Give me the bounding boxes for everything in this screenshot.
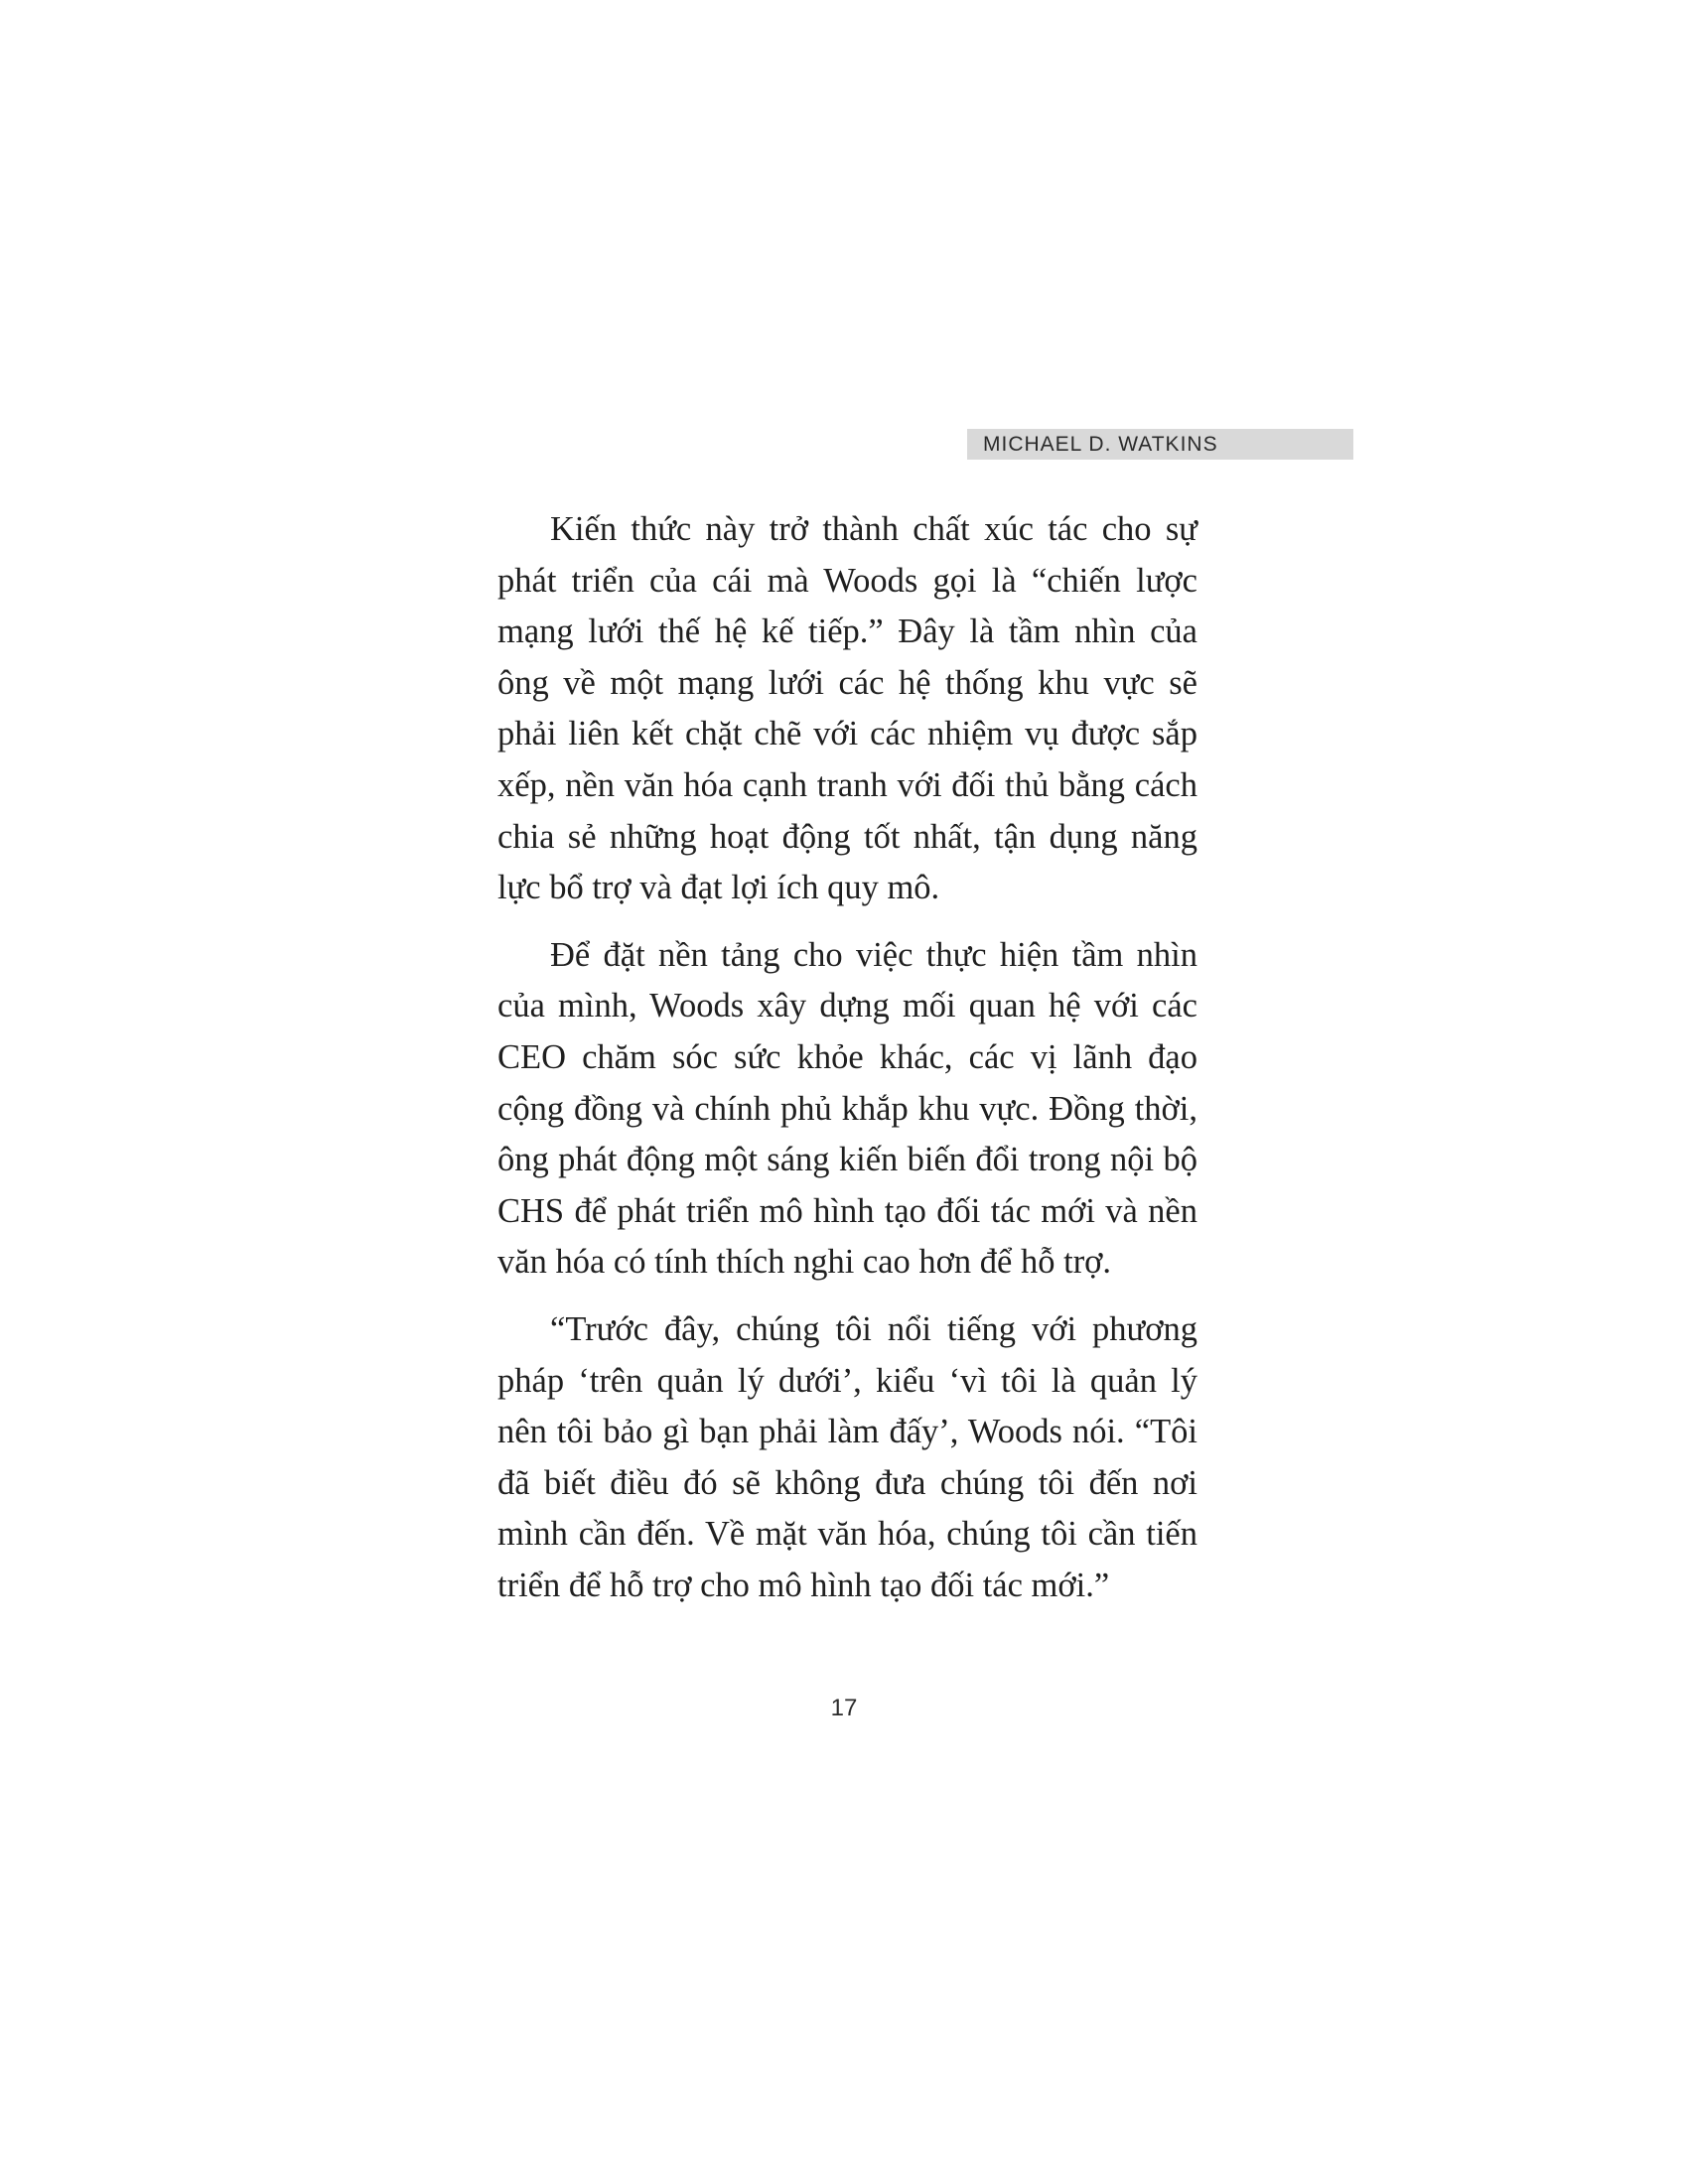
body-text <box>497 504 1197 1611</box>
running-head-author: MICHAEL D. WATKINS <box>983 433 1218 456</box>
paragraph-2: Để đặt nền tảng cho việc thực hiện tầm nhìn của mình, Woods xây dựng mối quan hệ với các CEO chăm sóc sức khỏe khác, các vị lãnh đạo cộng đồng và chính phủ khắp khu vực. Đồng thời, ông phát động một sáng kiến biến đổi trong nội bộ CHS để phát triển mô hình tạo đối tác mới và nền văn hóa có tính thích nghi cao hơn để hỗ trợ. <box>497 935 1197 1282</box>
page-number: 17 <box>830 1695 858 1721</box>
running-head <box>967 429 1353 460</box>
paragraph-3: “Trước đây, chúng tôi nổi tiếng với phương pháp ‘trên quản lý dưới’, kiểu ‘vì tôi là quản lý nên tôi bảo gì bạn phải làm đấy’, Woods nói. “Tôi đã biết điều đó sẽ không đưa chúng tôi đến nơi mình cần đến. Về mặt văn hóa, chúng tôi cần tiến triển để hỗ trợ cho mô hình tạo đối tác mới.” <box>497 1309 1197 1604</box>
paragraph-1: Kiến thức này trở thành chất xúc tác cho sự phát triển của cái mà Woods gọi là “chiến lược mạng lưới thế hệ kế tiếp.” Đây là tầm nhìn của ông về một mạng lưới các hệ thống khu vực sẽ phải liên kết chặt chẽ với các nhiệm vụ được sắp xếp, nền văn hóa cạnh tranh với đối thủ bằng cách chia sẻ những hoạt động tốt nhất, tận dụng năng lực bổ trợ và đạt lợi ích quy mô. <box>497 510 1197 907</box>
